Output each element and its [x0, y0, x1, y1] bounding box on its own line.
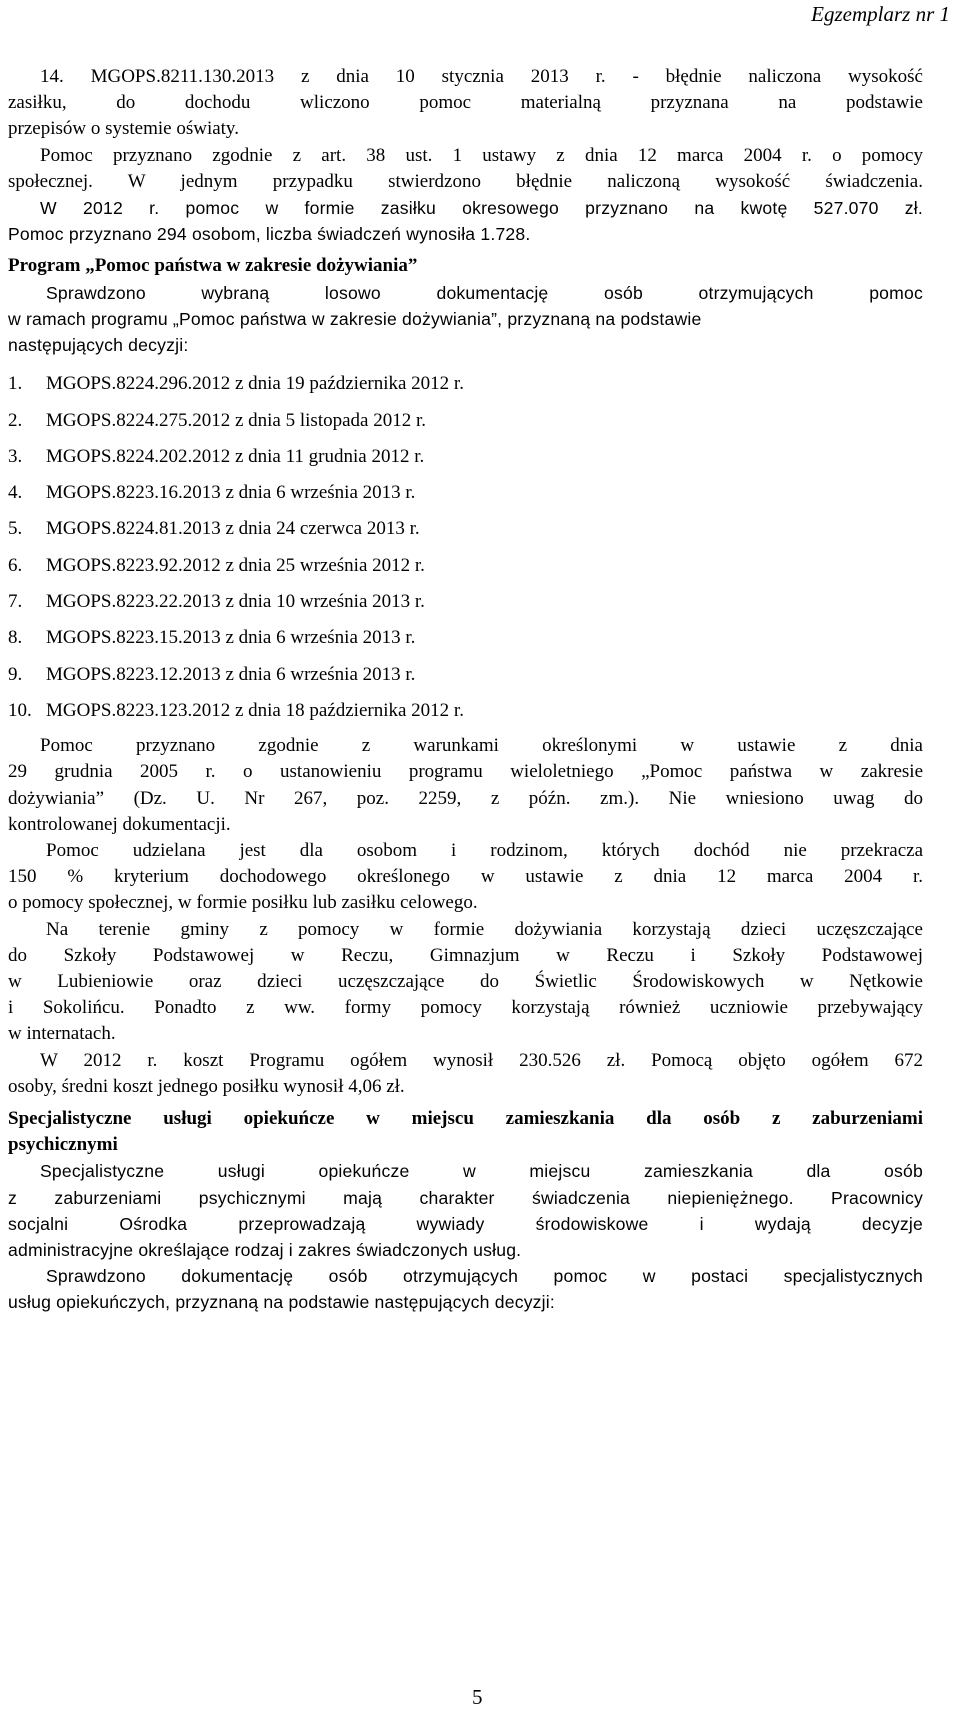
section-heading: Program „Pomoc państwa w zakresie dożywiania” [8, 255, 418, 277]
list-item [8, 511, 923, 547]
list-number: 5. [8, 518, 23, 540]
text-line: usług opiekuńczych, przyznaną na podstawie następujących decyzji: [8, 1292, 555, 1313]
text-line: następujących decyzji: [8, 335, 189, 356]
text-line: w ramach programu „Pomoc państwa w zakresie dożywiania”, przyznaną na podstawie [8, 308, 702, 329]
decision-list [8, 366, 923, 729]
text-line: Na terenie gminy z pomocy w formie dożywiania korzystają dzieci uczęszczające [46, 918, 923, 940]
section-heading: Specjalistyczne usługi opiekuńcze w miejscu zamieszkania dla osób z zaburzeniami [8, 1108, 923, 1130]
text-line: społecznej. W jednym przypadku stwierdzono błędnie naliczoną wysokość świadczenia. [8, 170, 923, 192]
text-line: 14. MGOPS.8211.130.2013 z dnia 10 stycznia 2013 r. - błędnie naliczona wysokość [40, 66, 923, 87]
text-line: dożywiania” (Dz. U. Nr 267, poz. 2259, z późn. zm.). Nie wniesiono uwag do [8, 787, 923, 809]
list-item [8, 403, 923, 439]
list-number: 6. [8, 554, 23, 576]
text-line: 29 grudnia 2005 r. o ustanowieniu programu wieloletniego „Pomoc państwa w zakresie [8, 761, 923, 783]
list-text: MGOPS.8223.22.2013 z dnia 10 września 2013 r. [46, 591, 425, 613]
dozywianie-section [8, 253, 923, 1100]
list-text: MGOPS.8223.15.2013 z dnia 6 września 2013 r. [46, 627, 416, 649]
list-text: MGOPS.8223.12.2013 z dnia 6 września 2013 r. [46, 663, 416, 685]
text-line: W 2012 r. koszt Programu ogółem wynosił 230.526 zł. Pomocą objęto ogółem 672 [40, 1049, 923, 1071]
list-number: 3. [8, 445, 23, 467]
text-line: Pomoc przyznano zgodnie z warunkami określonymi w ustawie z dnia [40, 735, 923, 757]
list-text: MGOPS.8223.123.2012 z dnia 18 października 2012 r. [46, 699, 464, 721]
text-line: z zaburzeniami psychicznymi mają charakter świadczenia niepieniężnego. Pracownicy [8, 1187, 923, 1208]
list-item [8, 548, 923, 584]
text-line: 150 % kryterium dochodowego określonego w ustawie z dnia 12 marca 2004 r. [8, 866, 923, 888]
text-line: Pomoc przyznano 294 osobom, liczba świadczeń wynosiła 1.728. [8, 224, 531, 245]
page-number: 5 [472, 1685, 483, 1709]
zasilek-paragraph [8, 64, 923, 247]
list-text: MGOPS.8224.81.2013 z dnia 24 czerwca 2013 r. [46, 518, 420, 540]
copy-label: Egzemplarz nr 1 [811, 2, 950, 26]
list-item [8, 439, 923, 475]
uslugi-section [8, 1106, 923, 1316]
text-line: osoby, średni koszt jednego posiłku wynosił 4,06 zł. [8, 1075, 405, 1097]
list-item [8, 657, 923, 693]
list-text: MGOPS.8223.16.2013 z dnia 6 września 2013 r. [46, 482, 416, 504]
list-number: 1. [8, 373, 23, 395]
text-line: i Sokolińcu. Ponadto z ww. formy pomocy korzystają również uczniowie przebywający [8, 997, 923, 1019]
text-line: Sprawdzono wybraną losowo dokumentację osób otrzymujących pomoc [46, 282, 923, 303]
list-number: 8. [8, 627, 23, 649]
text-line: o pomocy społecznej, w formie posiłku lub zasiłku celowego. [8, 892, 478, 914]
text-line: w internatach. [8, 1023, 116, 1045]
list-text: MGOPS.8224.275.2012 z dnia 5 listopada 2012 r. [46, 409, 426, 431]
list-number: 9. [8, 663, 23, 685]
text-line: Pomoc przyznano zgodnie z art. 38 ust. 1 ustawy z dnia 12 marca 2004 r. o pomocy [40, 144, 923, 166]
list-item [8, 584, 923, 620]
text-line: Sprawdzono dokumentację osób otrzymujących pomoc w postaci specjalistycznych [46, 1266, 923, 1287]
list-item [8, 620, 923, 656]
list-item [8, 366, 923, 402]
text-line: w Lubieniowie oraz dzieci uczęszczające do Świetlic Środowiskowych w Nętkowie [8, 971, 923, 993]
text-line: socjalni Ośrodka przeprowadzają wywiady środowiskowe i wydają decyzje [8, 1213, 923, 1234]
text-line: W 2012 r. pomoc w formie zasiłku okresowego przyznano na kwotę 527.070 zł. [40, 198, 923, 219]
section-heading: psychicznymi [8, 1134, 118, 1156]
list-text: MGOPS.8224.296.2012 z dnia 19 października 2012 r. [46, 373, 464, 395]
list-number: 7. [8, 591, 23, 613]
text-line: kontrolowanej dokumentacji. [8, 813, 231, 835]
list-number: 4. [8, 482, 23, 504]
list-text: MGOPS.8224.202.2012 z dnia 11 grudnia 2012 r. [46, 445, 425, 467]
text-line: Pomoc udzielana jest dla osobom i rodzinom, których dochód nie przekracza [46, 840, 923, 862]
list-number: 10. [8, 699, 32, 721]
text-line: przepisów o systemie oświaty. [8, 118, 239, 140]
text-line: do Szkoły Podstawowej w Reczu, Gimnazjum w Reczu i Szkoły Podstawowej [8, 944, 923, 966]
list-item [8, 475, 923, 511]
list-number: 2. [8, 409, 23, 431]
text-line: administracyjne określające rodzaj i zakres świadczonych usług. [8, 1240, 522, 1261]
list-item [8, 693, 923, 729]
text-line: Specjalistyczne usługi opiekuńcze w miejscu zamieszkania dla osób [40, 1161, 923, 1182]
text-line: zasiłku, do dochodu wliczono pomoc materialną przyznana na podstawie [8, 92, 923, 114]
page-content [8, 64, 923, 1316]
list-text: MGOPS.8223.92.2012 z dnia 25 września 2012 r. [46, 554, 425, 576]
